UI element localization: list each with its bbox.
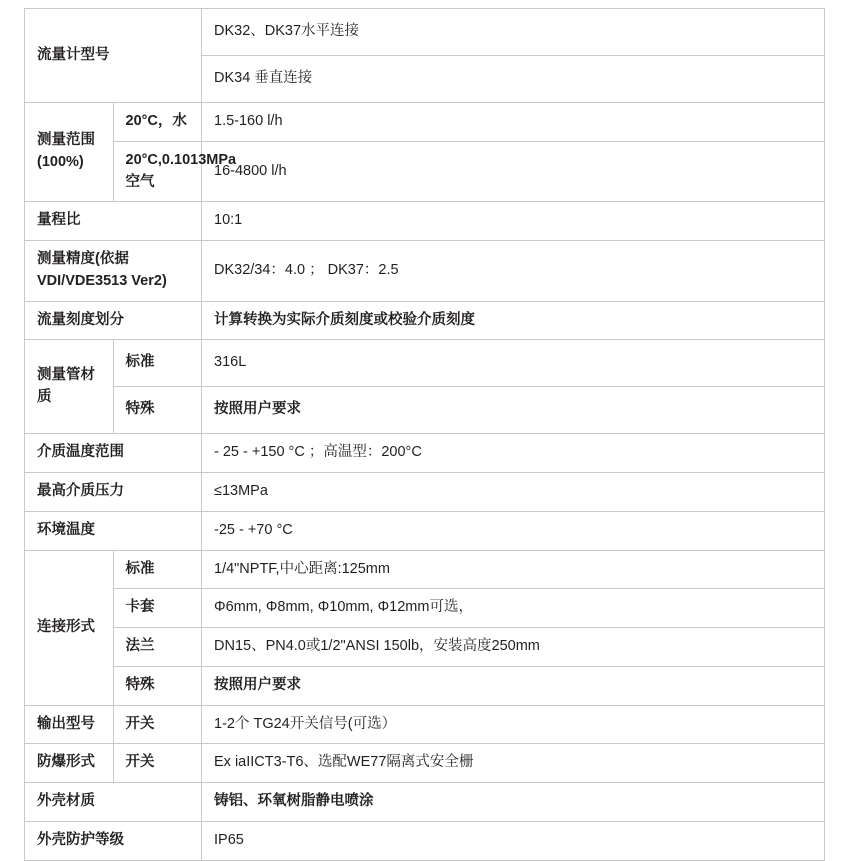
row-sublabel: 20°C，水 bbox=[113, 103, 202, 142]
row-value: 按照用户要求 bbox=[202, 666, 825, 705]
row-sublabel: 特殊 bbox=[113, 387, 202, 434]
row-value: 计算转换为实际介质刻度或校验介质刻度 bbox=[202, 301, 825, 340]
row-label: 流量刻度划分 bbox=[25, 301, 202, 340]
row-value: 1/4"NPTF,中心距离:125mm bbox=[202, 550, 825, 589]
row-value: DK32、DK37水平连接 bbox=[202, 9, 825, 56]
table-row bbox=[25, 387, 825, 434]
table-row bbox=[25, 666, 825, 705]
row-value: Φ6mm, Φ8mm, Φ10mm, Φ12mm可选， bbox=[202, 589, 825, 628]
row-sublabel: 标准 bbox=[113, 340, 202, 387]
row-value: DK32/34：4.0 ； DK37：2.5 bbox=[202, 241, 825, 302]
table-row bbox=[25, 473, 825, 512]
table-row bbox=[25, 821, 825, 860]
row-value: DK34 垂直连接 bbox=[202, 56, 825, 103]
row-value: IP65 bbox=[202, 821, 825, 860]
specification-table bbox=[24, 8, 825, 861]
row-value: DN15、PN4.0或1/2"ANSI 150lb，安装高度250mm bbox=[202, 628, 825, 667]
table-row bbox=[25, 589, 825, 628]
row-label: 外壳防护等级 bbox=[25, 821, 202, 860]
row-sublabel: 特殊 bbox=[113, 666, 202, 705]
row-label: 最高介质压力 bbox=[25, 473, 202, 512]
table-row bbox=[25, 628, 825, 667]
row-label: 环境温度 bbox=[25, 511, 202, 550]
table-row bbox=[25, 434, 825, 473]
table-row bbox=[25, 241, 825, 302]
table-row bbox=[25, 141, 825, 202]
row-value: ≤13MPa bbox=[202, 473, 825, 512]
row-value: 1-2个 TG24开关信号(可选） bbox=[202, 705, 825, 744]
row-sublabel: 20°C,0.1013MPa空气 bbox=[113, 141, 202, 202]
row-value: 316L bbox=[202, 340, 825, 387]
row-sublabel: 开关 bbox=[113, 705, 202, 744]
row-value: 10:1 bbox=[202, 202, 825, 241]
row-sublabel: 开关 bbox=[113, 744, 202, 783]
table-row bbox=[25, 550, 825, 589]
row-label: 量程比 bbox=[25, 202, 202, 241]
row-sublabel: 标准 bbox=[113, 550, 202, 589]
row-value: 按照用户要求 bbox=[202, 387, 825, 434]
row-value: Ex iaIICT3-T6、选配WE77隔离式安全栅 bbox=[202, 744, 825, 783]
table-body bbox=[25, 9, 825, 861]
row-label: 防爆形式 bbox=[25, 744, 114, 783]
row-label: 连接形式 bbox=[25, 550, 114, 705]
row-label: 介质温度范围 bbox=[25, 434, 202, 473]
row-label: 输出型号 bbox=[25, 705, 114, 744]
table-row bbox=[25, 705, 825, 744]
row-label: 测量范围(100%) bbox=[25, 103, 114, 202]
row-value: 16-4800 l/h bbox=[202, 141, 825, 202]
row-value: 铸铝、环氧树脂静电喷涂 bbox=[202, 783, 825, 822]
table-row bbox=[25, 103, 825, 142]
row-sublabel: 法兰 bbox=[113, 628, 202, 667]
row-label: 外壳材质 bbox=[25, 783, 202, 822]
row-value: - 25 - +150 °C ；高温型：200°C bbox=[202, 434, 825, 473]
row-label: 流量计型号 bbox=[25, 9, 202, 103]
row-sublabel: 卡套 bbox=[113, 589, 202, 628]
table-row bbox=[25, 9, 825, 56]
table-row bbox=[25, 783, 825, 822]
row-value: -25 - +70 °C bbox=[202, 511, 825, 550]
table-row bbox=[25, 301, 825, 340]
table-row bbox=[25, 744, 825, 783]
table-row bbox=[25, 511, 825, 550]
row-value: 1.5-160 l/h bbox=[202, 103, 825, 142]
row-label: 测量管材质 bbox=[25, 340, 114, 434]
table-row bbox=[25, 340, 825, 387]
row-label: 测量精度(依据VDI/VDE3513 Ver2) bbox=[25, 241, 202, 302]
table-row bbox=[25, 202, 825, 241]
